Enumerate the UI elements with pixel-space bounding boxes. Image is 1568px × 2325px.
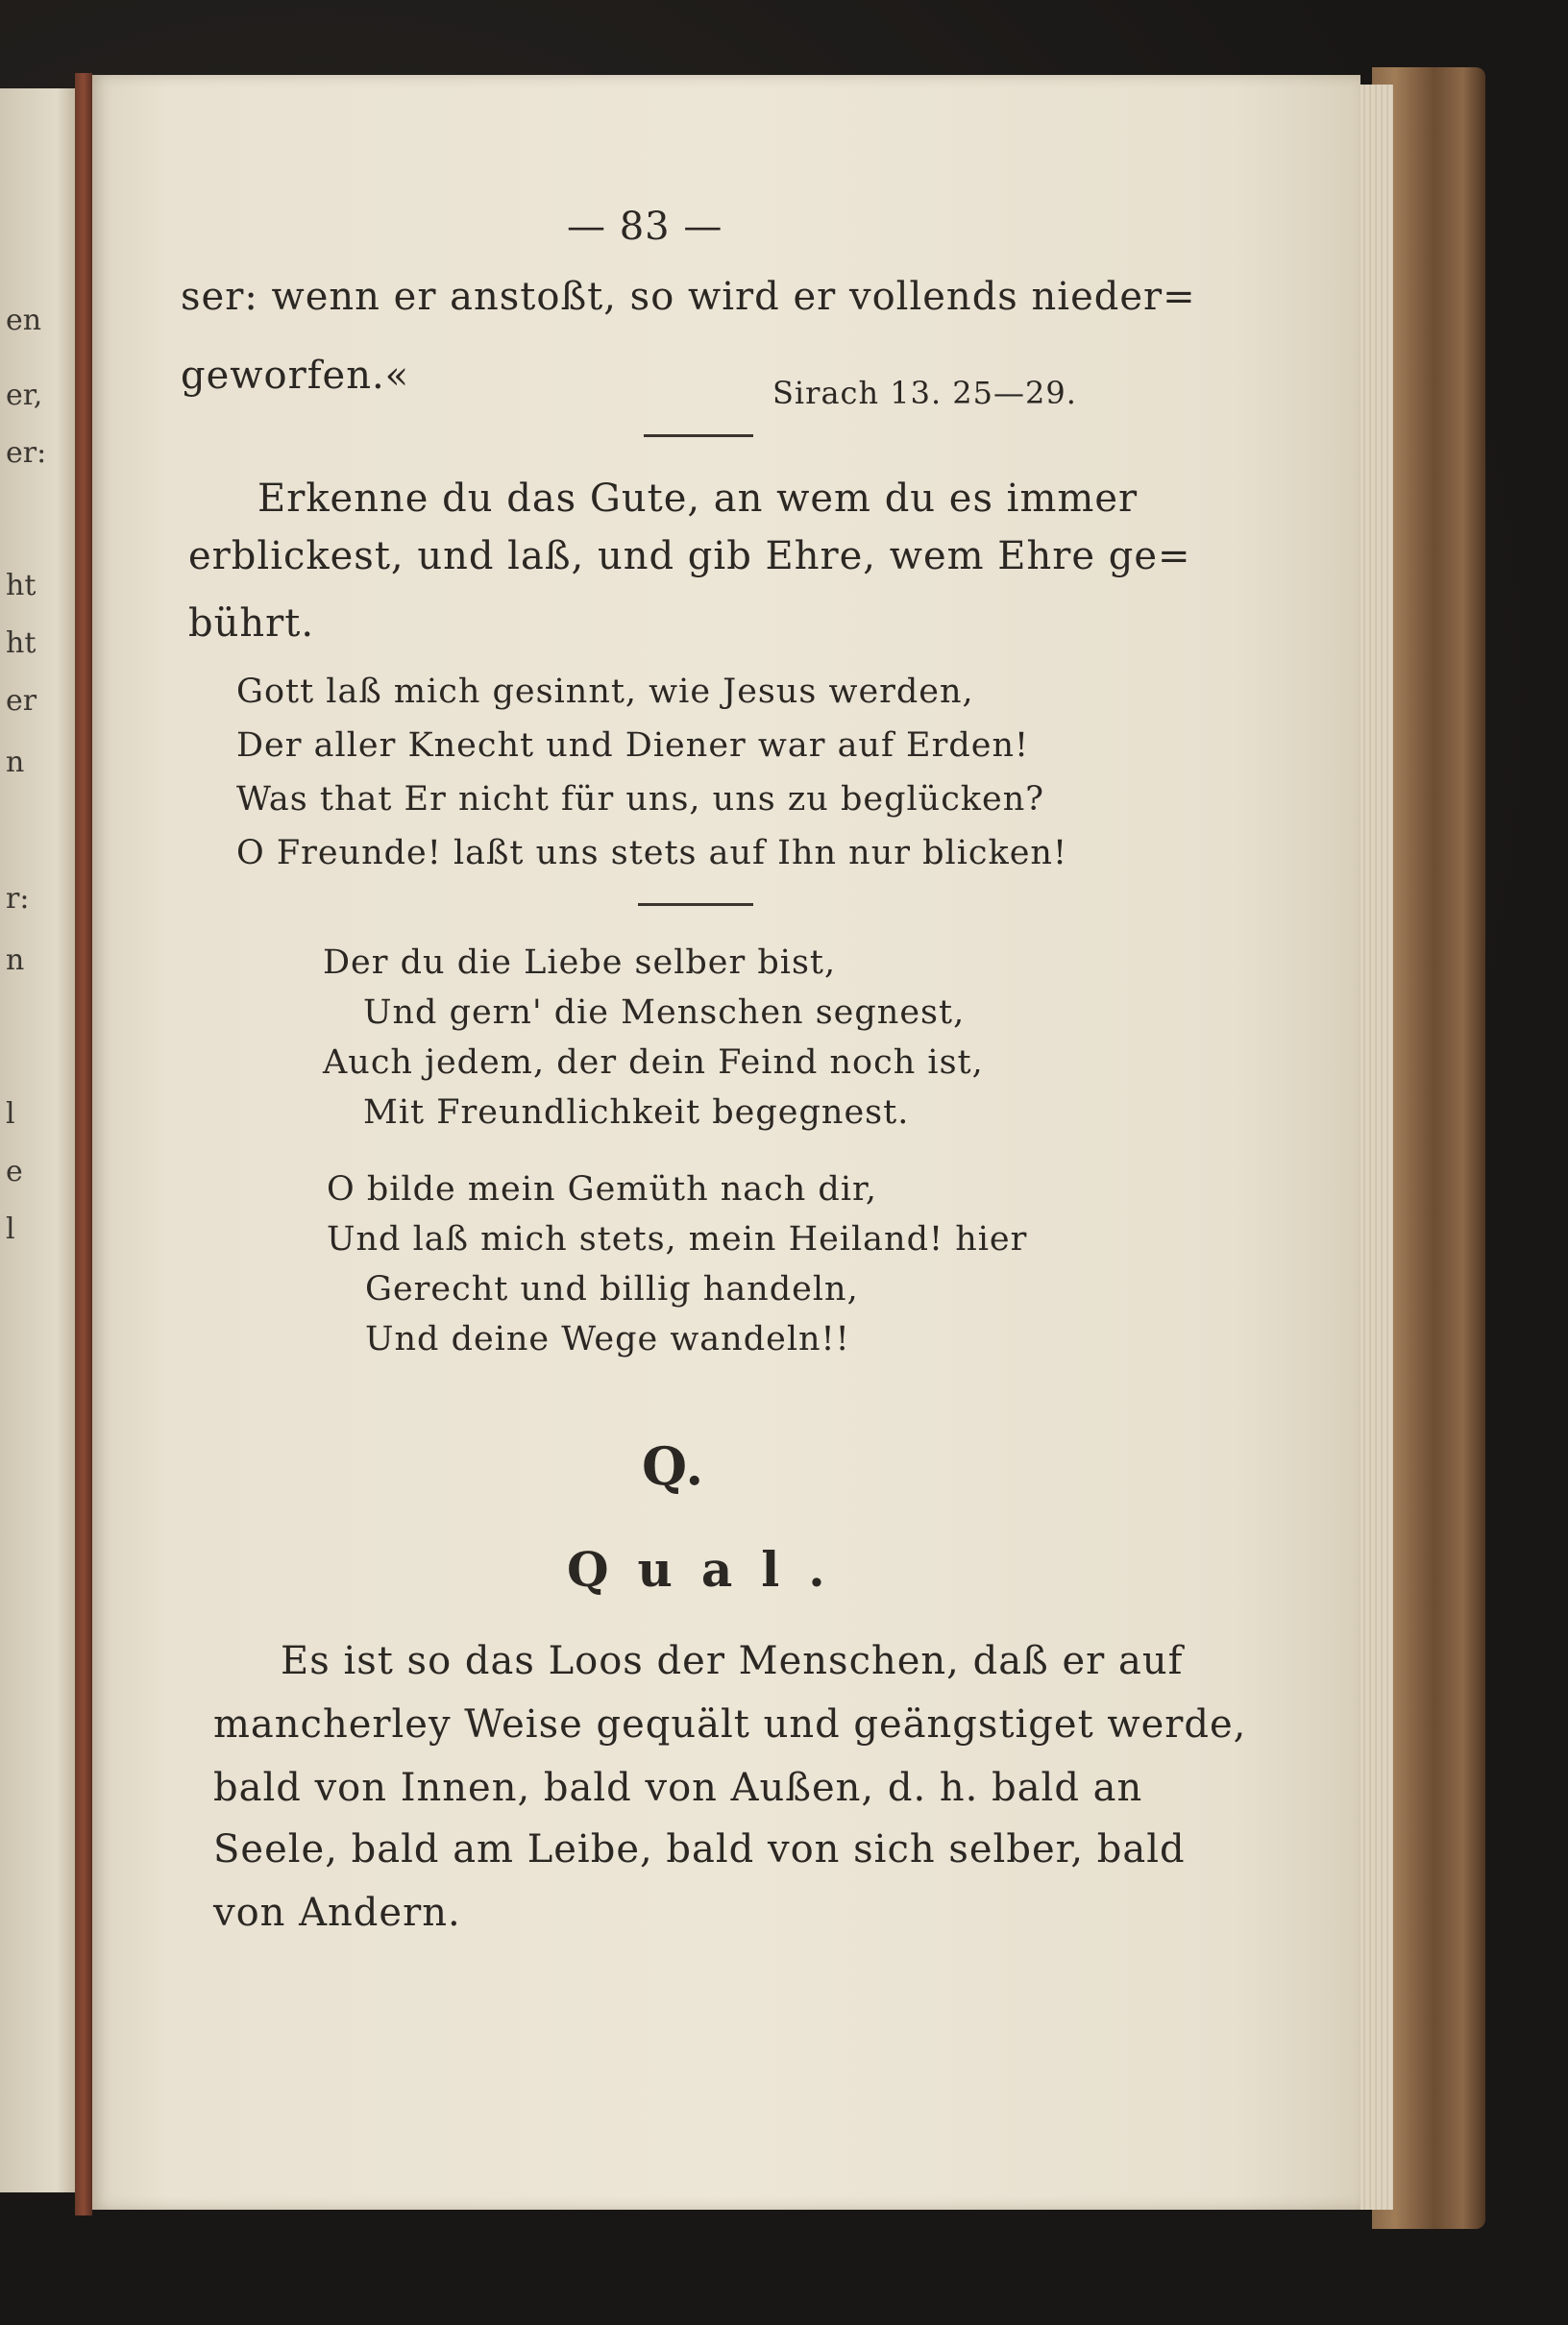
quote-line: ser: wenn er anstoßt, so wird er vollends nieder=: [181, 275, 1196, 319]
left-page-fragment: er,: [6, 379, 43, 412]
book-gutter: [75, 73, 92, 2215]
paragraph-line: bührt.: [188, 601, 315, 646]
verse-line: Was that Er nicht für uns, uns zu beglücken?: [236, 780, 1045, 819]
left-page-fragment: er:: [6, 436, 47, 470]
paragraph-line: erblickest, und laß, und gib Ehre, wem Ehre ge=: [188, 534, 1191, 578]
paragraph-line: bald von Innen, bald von Außen, d. h. bald an: [213, 1766, 1143, 1810]
paragraph-line: mancherley Weise gequält und geängstiget werde,: [213, 1702, 1247, 1747]
verse-line: Der aller Knecht und Diener war auf Erden!: [236, 726, 1030, 765]
previous-page-edge: [0, 88, 81, 2192]
verse-line: Mit Freundlichkeit begegnest.: [363, 1093, 910, 1132]
verse-line: Und gern' die Menschen segnest,: [363, 993, 966, 1032]
verse-line: Und deine Wege wandeln!!: [365, 1320, 850, 1358]
left-page-fragment: n: [6, 746, 25, 779]
section-letter: Q.: [642, 1435, 705, 1497]
divider-rule: [638, 903, 753, 906]
book-page: [92, 75, 1360, 2210]
left-page-fragment: n: [6, 943, 25, 977]
verse-line: Auch jedem, der dein Feind noch ist,: [323, 1043, 984, 1082]
verse-line: Gerecht und billig handeln,: [365, 1270, 859, 1309]
left-page-fragment: er: [6, 684, 37, 718]
left-page-fragment: r:: [6, 882, 30, 916]
divider-rule: [644, 434, 753, 437]
verse-line: Gott laß mich gesinnt, wie Jesus werden,: [236, 673, 974, 711]
verse-line: Und laß mich stets, mein Heiland! hier: [327, 1220, 1028, 1259]
left-page-fragment: e: [6, 1155, 23, 1188]
paragraph-line: Seele, bald am Leibe, bald von sich selber, bald: [213, 1827, 1186, 1872]
verse-line: Der du die Liebe selber bist,: [323, 943, 837, 982]
verse-line: O Freunde! laßt uns stets auf Ihn nur blicken!: [236, 834, 1068, 872]
section-title: Qual.: [567, 1541, 854, 1598]
left-page-fragment: l: [6, 1212, 15, 1246]
verse-line: O bilde mein Gemüth nach dir,: [327, 1170, 878, 1209]
paragraph-line: Erkenne du das Gute, an wem du es immer: [257, 477, 1139, 521]
page-number: — 83 —: [567, 205, 723, 249]
paragraph-line: Es ist so das Loos der Menschen, daß er auf: [281, 1639, 1184, 1683]
left-page-fragment: en: [6, 304, 42, 337]
left-page-fragment: l: [6, 1097, 15, 1131]
quote-line: geworfen.«: [181, 354, 410, 398]
left-page-fragment: ht: [6, 569, 37, 602]
bible-reference: Sirach 13. 25—29.: [772, 375, 1077, 411]
left-page-fragment: ht: [6, 626, 37, 660]
paragraph-line: von Andern.: [213, 1891, 461, 1935]
